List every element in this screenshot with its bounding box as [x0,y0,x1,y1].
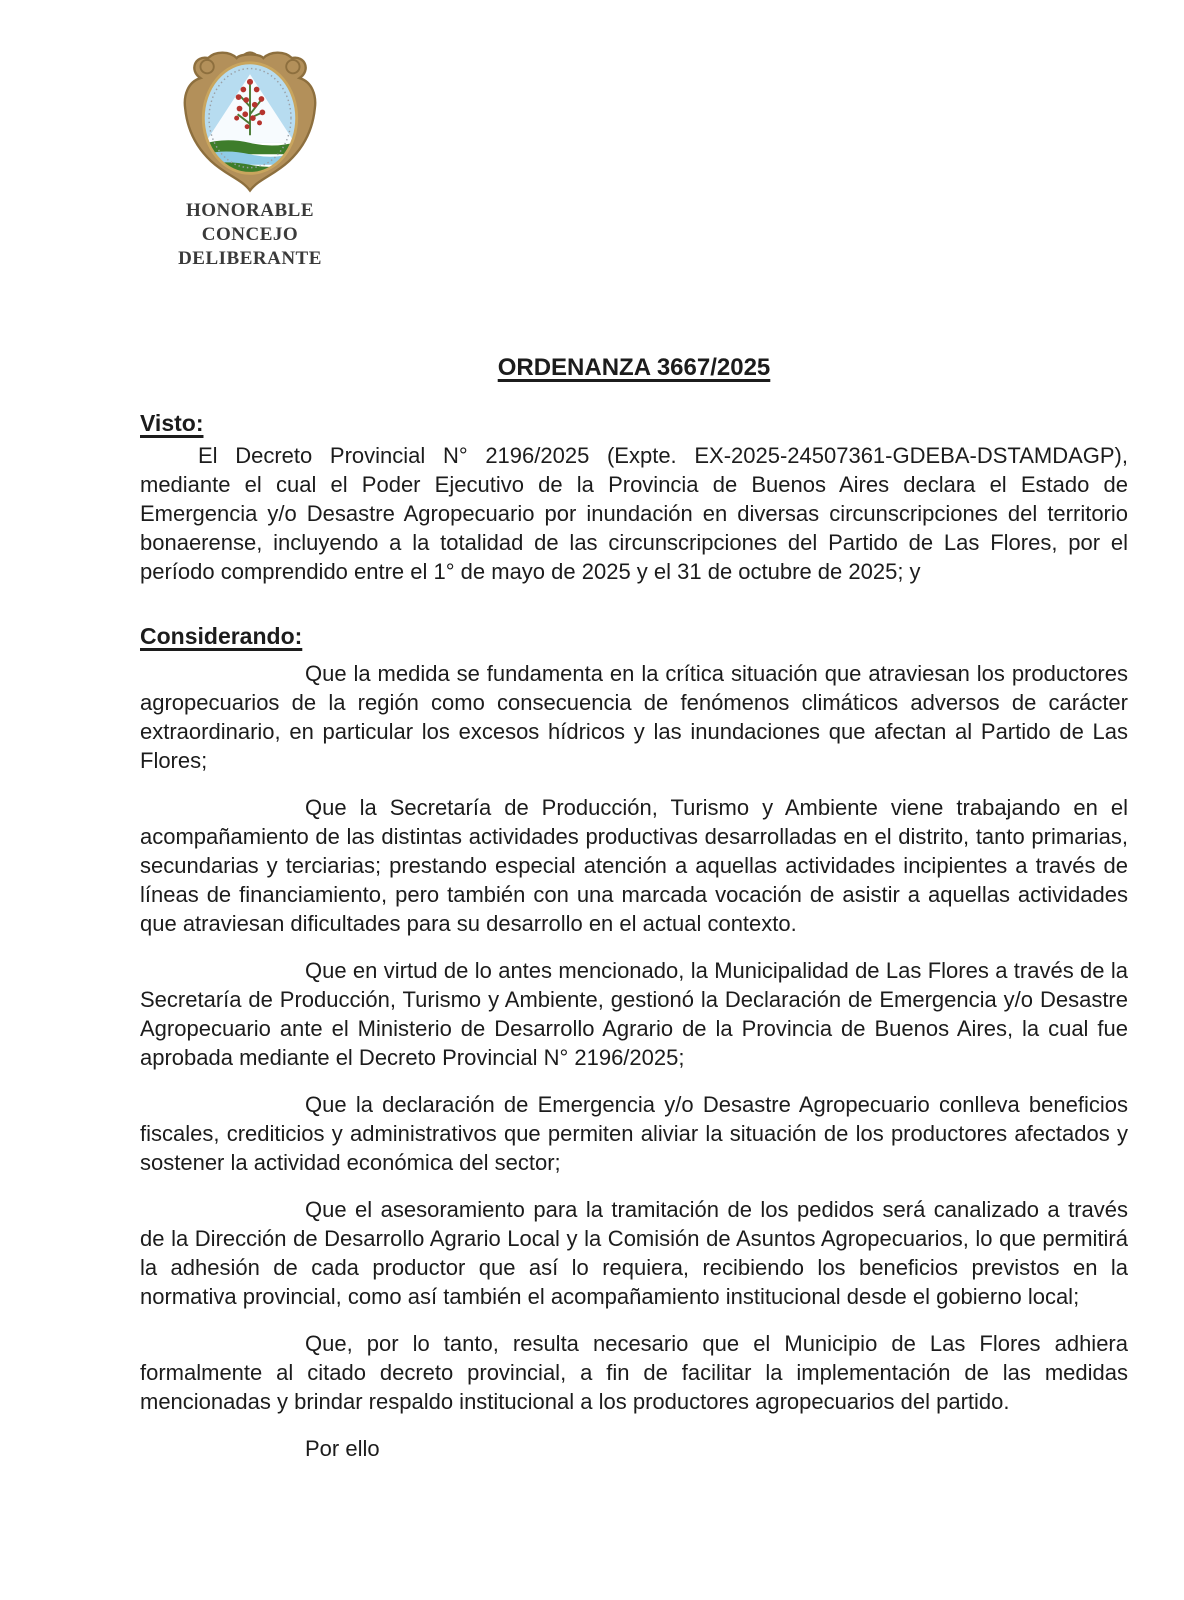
letterhead [138,0,362,271]
document-body [140,353,1128,1463]
closing-phrase: Por ello [305,1436,380,1461]
section-heading-visto: Visto: [140,410,204,436]
considerando-paragraph-5: Que el asesoramiento para la tramitación de los pedidos será canalizado a través de la Dirección de Desarrollo Agrario Local y la Comisión de Asuntos Agropecuarios, lo que permitirá la adhesión de cada productor que así lo requiera, recibiendo los beneficios previstos en la normativa provincial, como así también el acompañamiento institucional desde el gobierno local; [140,1197,1128,1309]
org-name-line1: HONORABLE [185,200,315,221]
coat-of-arms-icon [169,46,331,194]
org-name-line2: CONCEJO DELIBERANTE [178,224,322,269]
considerando-paragraph-1: Que la medida se fundamenta en la crítica situación que atraviesan los productores agropecuarios de la región como consecuencia de fenómenos climáticos adversos de carácter extraordinario, en particular los excesos hídricos y las inundaciones que afectan al Partido de Las Flores; [140,661,1128,773]
ordinance-title: ORDENANZA 3667/2025 [497,354,771,381]
considerando-paragraph-3: Que en virtud de lo antes mencionado, la Municipalidad de Las Flores a través de la Secretaría de Producción, Turismo y Ambiente, gestionó la Declaración de Emergencia y/o Desastre Agropecuario ante el Ministerio de Desarrollo Agrario de la Provincia de Buenos Aires, la cual fue aprobada mediante el Decreto Provincial N° 2196/2025; [140,958,1128,1070]
considerando-paragraph-2: Que la Secretaría de Producción, Turismo y Ambiente viene trabajando en el acompañamiento de las distintas actividades productivas desarrolladas en el distrito, tanto primarias, secundarias y terciarias; prestando especial atención a aquellas actividades incipientes a través de líneas de financiamiento, pero también con una marcada vocación de asistir a aquellas actividades que atraviesan dificultades para su desarrollo en el actual contexto. [140,795,1128,936]
visto-paragraph: El Decreto Provincial N° 2196/2025 (Expte. EX-2025-24507361-GDEBA-DSTAMDAGP), mediante el cual el Poder Ejecutivo de la Provincia de Buenos Aires declara el Estado de Emergencia y/o Desastre Agropecuario por inundación en diversas circunscripciones del territorio bonaerense, incluyendo a la totalidad de las circunscripciones del Partido de Las Flores, por el período comprendido entre el 1° de mayo de 2025 y el 31 de octubre de 2025; y [140,443,1128,584]
considerando-paragraph-6: Que, por lo tanto, resulta necesario que el Municipio de Las Flores adhiera formalmente al citado decreto provincial, a fin de facilitar la implementación de las medidas mencionadas y brindar respaldo institucional a los productores agropecuarios del partido. [140,1331,1128,1414]
section-heading-considerando: Considerando: [140,623,303,649]
considerando-paragraph-4: Que la declaración de Emergencia y/o Desastre Agropecuario conlleva beneficios fiscales, crediticios y administrativos que permiten aliviar la situación de los productores afectados y sostener la actividad económica del sector; [140,1092,1128,1175]
